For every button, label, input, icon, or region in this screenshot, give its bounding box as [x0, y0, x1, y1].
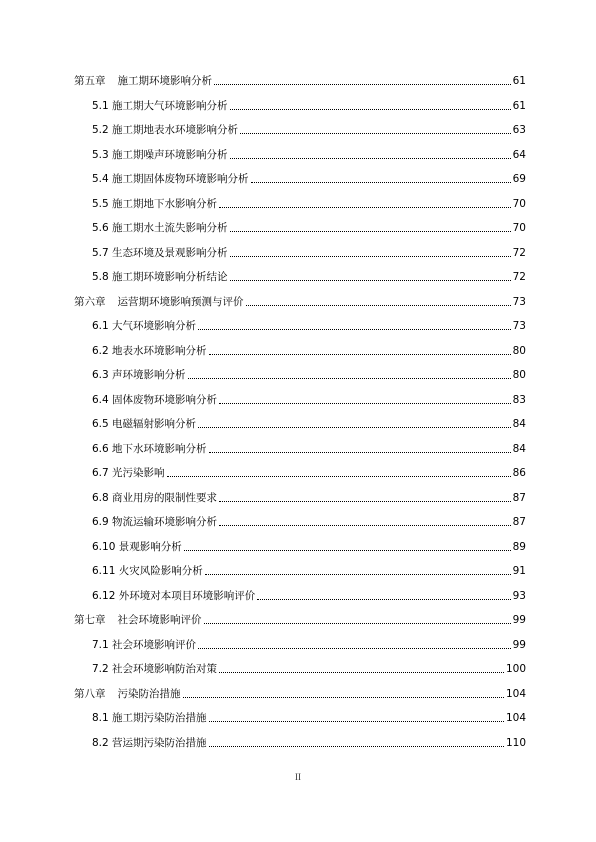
toc-section-entry[interactable] [92, 144, 526, 162]
toc-entry-label [92, 417, 196, 431]
dot-leader [230, 280, 511, 281]
toc-entry-number: 5.1 [92, 99, 109, 112]
toc-section-entry[interactable] [92, 119, 526, 137]
toc-section-entry[interactable] [92, 315, 526, 333]
toc-section-entry[interactable] [92, 193, 526, 211]
toc-entry-page: 99 [512, 614, 526, 626]
dot-leader [214, 84, 511, 85]
toc-entry-number: 7.1 [92, 638, 109, 651]
toc-entry-label [74, 74, 212, 88]
dot-leader [198, 329, 511, 330]
toc-section-entry[interactable] [92, 634, 526, 652]
dot-leader [251, 182, 511, 183]
toc-chapter-entry[interactable] [74, 609, 526, 627]
dot-leader [230, 158, 511, 159]
toc-entry-page: 64 [512, 148, 526, 161]
toc-section-entry[interactable] [92, 536, 526, 554]
toc-entry-number: 8.1 [92, 712, 109, 724]
toc-entry-label [92, 662, 217, 676]
toc-entry-title: 物流运输环境影响分析 [112, 516, 218, 528]
toc-entry-number: 6.4 [92, 393, 109, 406]
toc-section-entry[interactable] [92, 732, 526, 750]
toc-entry-number: 第五章 [74, 75, 106, 87]
toc-entry-number: 6.9 [92, 516, 109, 528]
toc-entry-page: 110 [505, 736, 526, 749]
dot-leader [230, 231, 511, 232]
toc-entry-page: 84 [512, 418, 526, 430]
toc-entry-label [74, 687, 181, 701]
toc-entry-label [74, 613, 202, 627]
toc-entry-page: 104 [505, 687, 526, 700]
toc-entry-title: 地下水环境影响分析 [112, 442, 207, 455]
toc-entry-title: 社会环境影响评价 [117, 614, 202, 626]
toc-entry-page: 83 [512, 393, 526, 406]
toc-entry-label [92, 221, 228, 235]
dot-leader [219, 207, 511, 208]
toc-entry-title: 施工期水土流失影响分析 [112, 222, 228, 234]
toc-entry-number: 6.1 [92, 320, 109, 332]
dot-leader [219, 403, 511, 404]
toc-entry-label [74, 295, 244, 309]
dot-leader [230, 256, 511, 257]
dot-leader [219, 501, 511, 502]
toc-section-entry[interactable] [92, 364, 526, 382]
toc-entry-page: 84 [512, 442, 526, 455]
toc-chapter-entry[interactable] [74, 291, 526, 309]
dot-leader [209, 721, 504, 722]
toc-entry-number: 6.7 [92, 467, 109, 479]
toc-entry-label [92, 564, 203, 578]
toc-entry-number: 6.6 [92, 442, 109, 455]
toc-section-entry[interactable] [92, 242, 526, 260]
toc-entry-number: 5.5 [92, 197, 109, 210]
toc-entry-label [92, 442, 207, 456]
toc-entry-number: 第八章 [74, 687, 106, 700]
toc-entry-label [92, 711, 207, 725]
toc-section-entry[interactable] [92, 487, 526, 505]
toc-entry-number: 6.12 [92, 589, 116, 602]
toc-entry-label [92, 270, 228, 284]
toc-section-entry[interactable] [92, 511, 526, 529]
toc-entry-title: 社会环境影响评价 [112, 638, 197, 651]
toc-entry-page: 86 [512, 467, 526, 479]
toc-entry-number: 5.7 [92, 246, 109, 259]
toc-entry-title: 施工期地表水环境影响分析 [112, 124, 239, 136]
dot-leader [204, 623, 511, 624]
dot-leader [188, 378, 511, 379]
toc-entry-title: 电磁辐射影响分析 [112, 418, 197, 430]
toc-entry-page: 87 [512, 491, 526, 504]
toc-entry-title: 外环境对本项目环境影响评价 [118, 589, 256, 602]
toc-entry-page: 70 [512, 197, 526, 210]
toc-section-entry[interactable] [92, 340, 526, 358]
toc-entry-title: 光污染影响 [112, 467, 165, 479]
toc-entry-number: 5.3 [92, 148, 109, 161]
toc-entry-page: 93 [512, 589, 526, 602]
toc-entry-page: 80 [512, 344, 526, 357]
dot-leader [198, 648, 511, 649]
toc-section-entry[interactable] [92, 168, 526, 186]
toc-entry-title: 生态环境及景观影响分析 [112, 246, 228, 259]
toc-entry-title: 大气环境影响分析 [112, 320, 197, 332]
toc-entry-number: 5.8 [92, 271, 109, 283]
toc-entry-title: 火灾风险影响分析 [118, 565, 203, 577]
toc-entry-label [92, 344, 207, 358]
toc-entry-title: 施工期固体废物环境影响分析 [112, 173, 249, 185]
toc-entry-title: 地表水环境影响分析 [112, 344, 207, 357]
toc-entry-number: 第六章 [74, 295, 106, 308]
toc-entry-number: 5.4 [92, 173, 109, 185]
toc-entry-title: 营运期污染防治措施 [112, 736, 207, 749]
toc-section-entry[interactable] [92, 217, 526, 235]
dot-leader [198, 427, 511, 428]
toc-entry-label [92, 491, 217, 505]
toc-entry-label [92, 736, 207, 750]
toc-entry-title: 施工期环境影响分析结论 [112, 271, 228, 283]
toc-entry-page: 73 [512, 295, 526, 308]
toc-entry-label [92, 319, 196, 333]
dot-leader [183, 697, 504, 698]
toc-entry-page: 73 [512, 320, 526, 332]
toc-entry-label [92, 466, 165, 480]
toc-entry-title: 社会环境影响防治对策 [112, 663, 218, 675]
dot-leader [219, 525, 511, 526]
toc-entry-number: 6.8 [92, 491, 109, 504]
toc-entry-number: 8.2 [92, 736, 109, 749]
toc-entry-number: 6.2 [92, 344, 109, 357]
dot-leader [240, 133, 511, 134]
dot-leader [167, 476, 511, 477]
dot-leader [184, 550, 511, 551]
toc-section-entry[interactable] [92, 462, 526, 480]
toc-chapter-entry[interactable] [74, 70, 526, 88]
toc-section-entry[interactable] [92, 560, 526, 578]
dot-leader [205, 574, 511, 575]
toc-entry-title: 施工期大气环境影响分析 [112, 99, 228, 112]
toc-entry-number: 第七章 [74, 614, 106, 626]
toc-entry-number: 6.3 [92, 369, 109, 381]
toc-entry-number: 5.6 [92, 222, 109, 234]
toc-entry-page: 100 [505, 663, 526, 675]
toc-entry-number: 6.11 [92, 565, 116, 577]
toc-entry-page: 91 [512, 565, 526, 577]
toc-entry-title: 施工期污染防治措施 [112, 712, 207, 724]
toc-section-entry[interactable] [92, 389, 526, 407]
toc-entry-title: 固体废物环境影响分析 [112, 393, 218, 406]
page-number: II [295, 772, 301, 782]
dot-leader [209, 354, 511, 355]
toc-entry-page: 89 [512, 540, 526, 553]
toc-entry-title: 运营期环境影响预测与评价 [117, 295, 244, 308]
toc-section-entry[interactable] [92, 413, 526, 431]
toc-entry-page: 69 [512, 173, 526, 185]
dot-leader [230, 109, 511, 110]
toc-entry-label [92, 197, 217, 211]
toc-entry-title: 施工期地下水影响分析 [112, 197, 218, 210]
toc-entry-page: 72 [512, 271, 526, 283]
toc-section-entry[interactable] [92, 438, 526, 456]
toc-entry-page: 72 [512, 246, 526, 259]
toc-entry-number: 7.2 [92, 663, 109, 675]
dot-leader [219, 672, 504, 673]
toc-entry-title: 施工期噪声环境影响分析 [112, 148, 228, 161]
dot-leader [257, 599, 510, 600]
toc-entry-number: 6.5 [92, 418, 109, 430]
toc-entry-page: 61 [512, 99, 526, 112]
toc-section-entry[interactable] [92, 707, 526, 725]
toc-entry-label [92, 123, 238, 137]
toc-entry-page: 63 [512, 124, 526, 136]
toc-entry-page: 87 [512, 516, 526, 528]
toc-entry-label [92, 99, 228, 113]
toc-entry-label [92, 172, 249, 186]
toc-entry-page: 80 [512, 369, 526, 381]
toc-entry-number: 5.2 [92, 124, 109, 136]
toc-chapter-entry[interactable] [74, 683, 526, 701]
toc-section-entry[interactable] [92, 585, 526, 603]
toc-entry-page: 70 [512, 222, 526, 234]
dot-leader [209, 746, 504, 747]
toc-entry-label [92, 540, 182, 554]
toc-entry-label [92, 148, 228, 162]
toc-entry-title: 污染防治措施 [117, 687, 181, 700]
toc-section-entry[interactable] [92, 266, 526, 284]
toc-entry-label [92, 393, 217, 407]
toc-entry-label [92, 246, 228, 260]
toc-section-entry[interactable] [92, 95, 526, 113]
toc-entry-label [92, 515, 217, 529]
toc-entry-label [92, 638, 196, 652]
toc-entry-page: 99 [512, 638, 526, 651]
toc-entry-label [92, 368, 186, 382]
dot-leader [209, 452, 511, 453]
toc-entry-label [92, 589, 255, 603]
toc-entry-title: 景观影响分析 [118, 540, 182, 553]
toc-entry-title: 声环境影响分析 [112, 369, 186, 381]
toc-entry-number: 6.10 [92, 540, 116, 553]
toc-entry-page: 61 [512, 75, 526, 87]
toc-entry-page: 104 [505, 712, 526, 724]
dot-leader [246, 305, 511, 306]
toc-entry-title: 施工期环境影响分析 [117, 75, 212, 87]
toc-entry-title: 商业用房的限制性要求 [112, 491, 218, 504]
toc-section-entry[interactable] [92, 658, 526, 676]
